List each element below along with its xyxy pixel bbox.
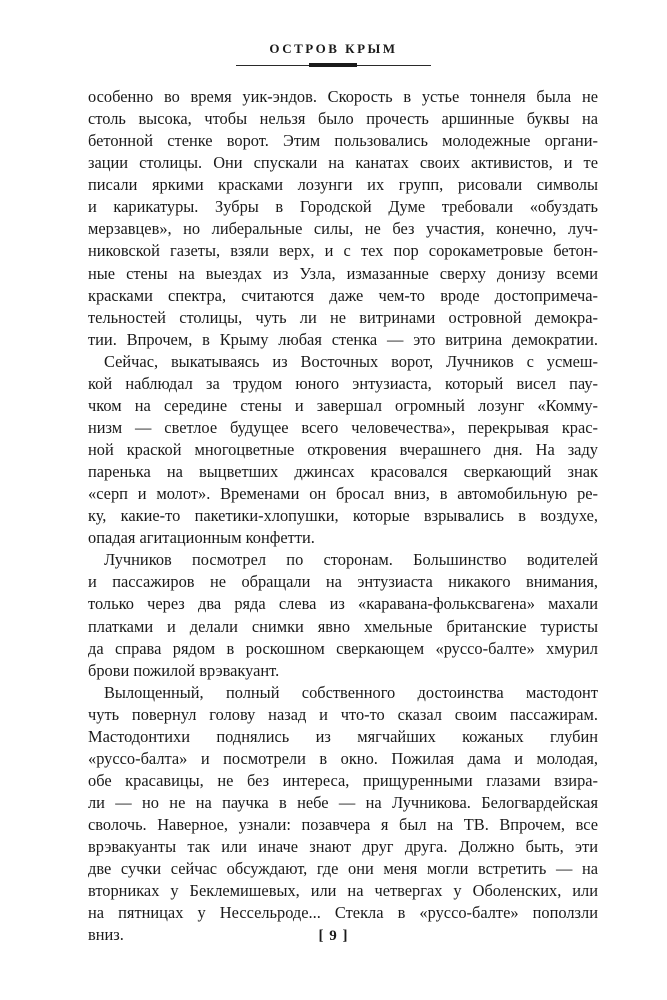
text-line: ку, какие-то пакетики-хлопушки, которые взрывались в воздухе,	[88, 506, 598, 526]
text-line: и пассажиров не обращали на энтузиаста никакого внимания,	[88, 572, 598, 592]
text-line: только через два ряда слева из «каравана-фольксвагена» махали	[88, 594, 598, 614]
text-line: Мастодонтихи поднялись из мягчайших кожаных глубин	[88, 726, 598, 746]
header-rule-accent	[309, 63, 357, 67]
paragraph-3	[88, 549, 598, 681]
text-line: вниз.	[88, 925, 124, 945]
text-line: сволочь. Наверное, узнали: позавчера я был на ТВ. Впрочем, все	[88, 815, 598, 835]
text-line: две сучки сейчас обсуждают, где они меня могли встретить — на	[88, 859, 598, 879]
text-line: ные стены на выездах из Узла, измазанные сверху донизу всеми	[88, 263, 598, 283]
page-number: [ 9 ]	[318, 928, 349, 944]
text-line: чком на середине стены и завершал огромный лозунг «Комму-	[88, 395, 598, 415]
text-line: красками спектра, считаются даже чем-то вроде достопримеча-	[88, 285, 598, 305]
text-line: бетонной стенке ворот. Этим пользовались молодежные органи-	[88, 131, 598, 151]
text-line: и карикатуры. Зубры в Городской Думе требовали «обуздать	[88, 197, 598, 217]
paragraph-2	[88, 351, 598, 550]
text-line: вторниках у Беклемишевых, или на четвергах у Оболенских, или	[88, 881, 598, 901]
text-line: «руссо-балта» и посмотрели в окно. Пожилая дама и молодая,	[88, 748, 598, 768]
text-line: на пятницах у Нессельроде... Стекла в «руссо-балте» поползли	[88, 903, 598, 923]
text-line: тельностей столицы, чуть ли не витринами островной демокра-	[88, 307, 598, 327]
text-line: низм — светлое будущее всего человечества», перекрывая крас-	[88, 417, 598, 437]
text-line: ной краской многоцветные откровения вчерашнего дня. На заду	[88, 440, 598, 459]
text-line: писали яркими красками лозунги их групп, рисовали символы	[88, 175, 598, 195]
running-title: ОСТРОВ КРЫМ	[269, 41, 398, 56]
text-line: обе красавицы, не без интереса, прищуренными глазами взира-	[88, 770, 598, 790]
text-line: да справа рядом в роскошном сверкающем «руссо-балте» хмурил	[88, 638, 598, 658]
text-line: брови пожилой врэвакуант.	[88, 660, 280, 680]
text-line: чуть повернул голову назад и что-то сказал своим пассажирам.	[88, 704, 598, 724]
text-line: мерзавцев», но либеральные силы, не без участия, конечно, луч-	[88, 219, 598, 239]
text-line: зации столицы. Они спускали на канатах своих активистов, и те	[88, 153, 598, 173]
paragraph-1	[88, 86, 598, 351]
text-line: тии. Впрочем, в Крыму любая стенка — это витрина демократии.	[88, 329, 598, 349]
text-line: опадая агитационным конфетти.	[88, 528, 315, 548]
text-line: платками и делали снимки явно хмельные британские туристы	[88, 616, 598, 636]
text-line: ли — но не на паучка в небе — на Лучникова. Белогвардейская	[88, 793, 598, 812]
text-line: кой наблюдал за трудом юного энтузиаста, который висел пау-	[88, 373, 598, 393]
text-line: врэвакуанты так или иначе знают друг друга. Должно быть, эти	[88, 837, 598, 857]
text-line: паренька на выцветших джинсах красовался сверкающий знак	[88, 462, 598, 482]
body-text	[88, 86, 598, 946]
text-line: Вылощенный, полный собственного достоинства мастодонт	[104, 682, 598, 702]
text-line: особенно во время уик-эндов. Скорость в устье тоннеля была не	[88, 87, 598, 106]
text-line: столь высока, чтобы нельзя было прочесть аршинные буквы на	[88, 109, 598, 129]
text-line: Сейчас, выкатываясь из Восточных ворот, Лучников с усмеш-	[104, 351, 598, 371]
text-line: Лучников посмотрел по сторонам. Большинство водителей	[104, 550, 598, 570]
text-line: никовской газеты, взяли верх, и с тех пор сорокаметровые бетон-	[88, 241, 598, 261]
text-line: «серп и молот». Временами он бросал вниз, в автомобильную ре-	[88, 484, 598, 504]
paragraph-4	[88, 682, 598, 947]
